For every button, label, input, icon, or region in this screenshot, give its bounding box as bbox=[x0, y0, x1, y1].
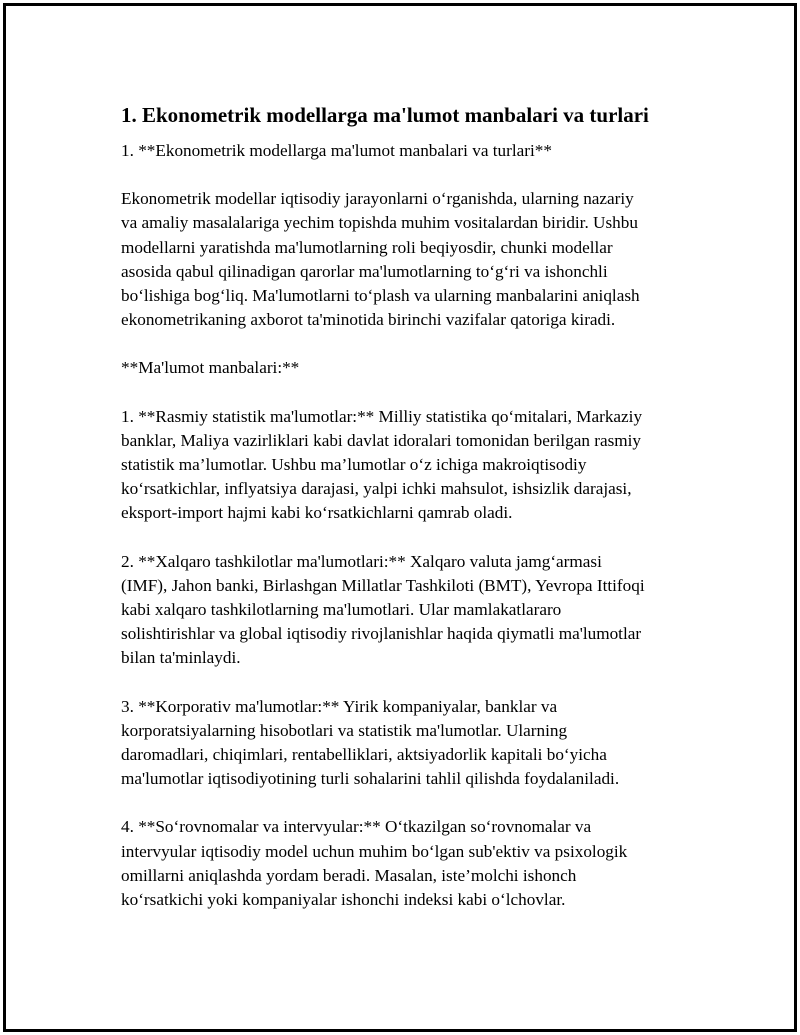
text-line: modellarni yaratishda ma'lumotlarning roli beqiyosdir, chunki modellar bbox=[121, 237, 613, 257]
document-body bbox=[121, 101, 701, 936]
text-line: 2. **Xalqaro tashkilotlar ma'lumotlari:** Xalqaro valuta jamg‘armasi bbox=[121, 551, 602, 571]
text-line: ko‘rsatkichlar, inflyatsiya darajasi, yalpi ichki mahsulot, ishsizlik darajasi, bbox=[121, 479, 632, 499]
text-line: intervyular iqtisodiy model uchun muhim bo‘lgan sub'ektiv va psixologik bbox=[121, 841, 628, 861]
text-line: 1. **Ekonometrik modellarga ma'lumot manbalari va turlari** bbox=[121, 141, 552, 160]
list-item-international-organizations bbox=[121, 550, 701, 671]
text-line: 1. **Rasmiy statistik ma'lumotlar:** Milliy statistika qo‘mitalari, Markaziy bbox=[121, 406, 643, 426]
page-frame bbox=[3, 3, 797, 1032]
list-item-corporate-data bbox=[121, 695, 701, 792]
text-line: asosida qabul qilinadigan qarorlar ma'lumotlarning to‘g‘ri va ishonchli bbox=[121, 261, 608, 281]
text-line: va amaliy masalalariga yechim topishda muhim vositalardan biridir. Ushbu bbox=[121, 213, 638, 233]
text-line: ko‘rsatkichi yoki kompaniyalar ishonchi indeksi kabi o‘lchovlar. bbox=[121, 890, 566, 910]
text-line: statistik ma’lumotlar. Ushbu ma’lumotlar o‘z ichiga makroiqtisodiy bbox=[121, 455, 587, 475]
text-line: korporatsiyalarning hisobotlari va statistik ma'lumotlar. Ularning bbox=[121, 720, 568, 740]
text-line: ma'lumotlar iqtisodiyotining turli sohalarini tahlil qilishda foydalaniladi. bbox=[121, 769, 620, 789]
text-line: **Ma'lumot manbalari:** bbox=[121, 358, 300, 378]
text-line: kabi xalqaro tashkilotlarning ma'lumotlari. Ular mamlakatlararo bbox=[121, 600, 562, 620]
sources-heading-paragraph bbox=[121, 356, 701, 380]
text-line: ekonometrikaning axborot ta'minotida birinchi vazifalar qatoriga kiradi. bbox=[121, 310, 616, 330]
list-item-official-statistics bbox=[121, 405, 701, 526]
text-line: Ekonometrik modellar iqtisodiy jarayonlarni o‘rganishda, ularning nazariy bbox=[121, 189, 634, 209]
text-line: bilan ta'minlaydi. bbox=[121, 648, 241, 668]
heading-paragraph bbox=[121, 139, 701, 163]
text-line: 3. **Korporativ ma'lumotlar:** Yirik kompaniyalar, banklar va bbox=[121, 696, 558, 716]
intro-paragraph bbox=[121, 187, 701, 332]
list-item-surveys-interviews bbox=[121, 815, 701, 912]
text-line: bo‘lishiga bog‘liq. Ma'lumotlarni to‘plash va ularning manbalarini aniqlash bbox=[121, 286, 640, 306]
text-line: solishtirishlar va global iqtisodiy rivojlanishlar haqida qiymatli ma'lumotlar bbox=[121, 624, 642, 644]
text-line: omillarni aniqlashda yordam beradi. Masalan, iste’molchi ishonch bbox=[121, 865, 577, 885]
document-title: 1. Ekonometrik modellarga ma'lumot manbalari va turlari bbox=[121, 103, 649, 127]
text-line: 4. **So‘rovnomalar va intervyular:** O‘tkazilgan so‘rovnomalar va bbox=[121, 817, 592, 837]
text-line: eksport-import hajmi kabi ko‘rsatkichlarni qamrab oladi. bbox=[121, 503, 513, 523]
text-line: daromadlari, chiqimlari, rentabelliklari, aktsiyadorlik kapitali bo‘yicha bbox=[121, 745, 607, 765]
text-line: banklar, Maliya vazirliklari kabi davlat idoralari tomonidan berilgan rasmiy bbox=[121, 430, 642, 450]
text-line: (IMF), Jahon banki, Birlashgan Millatlar Tashkiloti (BMT), Yevropa Ittifoqi bbox=[121, 575, 645, 595]
